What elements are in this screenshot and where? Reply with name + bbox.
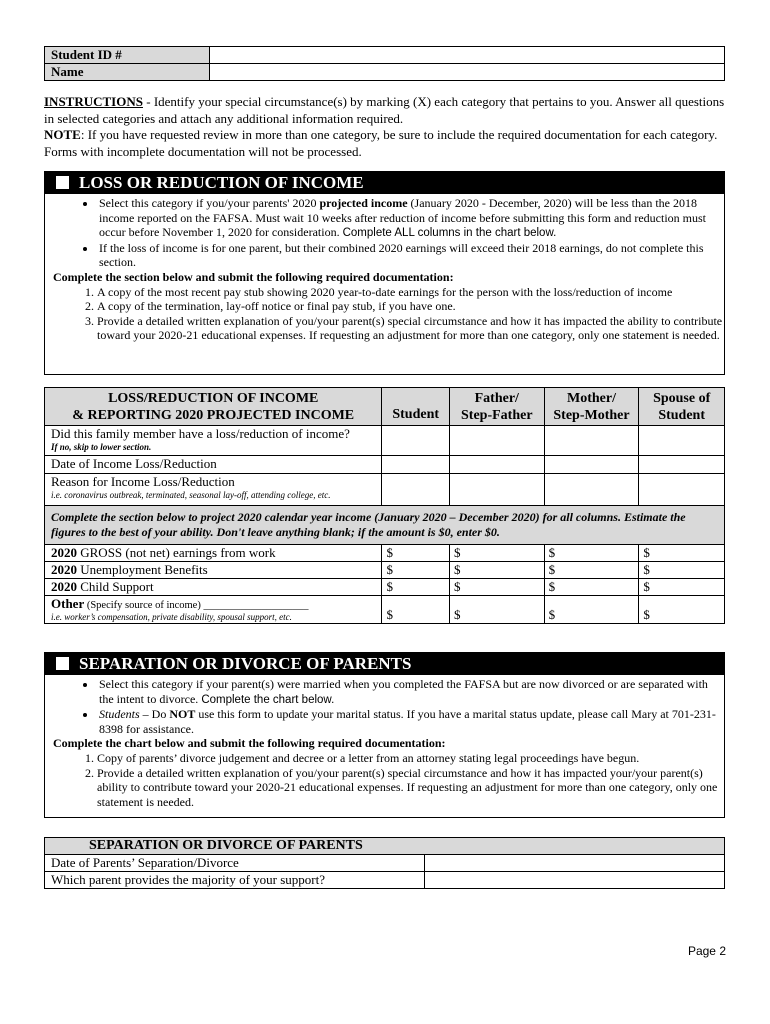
sep-bullet-2-students: Students xyxy=(99,707,140,722)
row-gross-year: 2020 xyxy=(51,545,77,560)
row-gross-text: GROSS (not net) earnings from work xyxy=(77,545,276,560)
sep-support-label: Which parent provides the majority of your support? xyxy=(45,872,425,889)
date-spouse-cell[interactable] xyxy=(639,456,725,474)
loss-req-heading: Complete the section below and submit the following required documentation: xyxy=(53,269,454,284)
sep-date-field[interactable] xyxy=(424,855,724,872)
loss-bullet-2: • If the loss of income is for one parent, but their combined 2020 earnings will exceed their 2018 earnings, do not complete this section. xyxy=(97,241,724,270)
row-reason-sub: i.e. coronavirus outbreak, terminated, seasonal lay-off, attending college, etc. xyxy=(51,490,331,500)
separation-table xyxy=(44,837,725,889)
unemp-student-cell[interactable]: $ xyxy=(382,562,449,579)
col-mother-2: Step-Mother xyxy=(553,407,630,423)
sep-bullet-2-c: use this form to update your marital status. If you have a marital status update, please call Mary at 701-231-8398 for assistance. xyxy=(99,707,716,736)
name-label: Name xyxy=(45,64,210,81)
col-spouse-1: Spouse of xyxy=(653,390,711,406)
income-table-header xyxy=(45,388,382,426)
row-reason-text: Reason for Income Loss/Reduction xyxy=(51,474,235,489)
row-gross-label xyxy=(45,545,382,562)
row-reason-label xyxy=(45,474,382,506)
unemp-mother-cell[interactable]: $ xyxy=(544,562,639,579)
row-loss-label xyxy=(45,426,382,456)
loss-section-header xyxy=(44,171,725,194)
loss-doc-1: 1. A copy of the most recent pay stub showing 2020 year-to-date earnings for the person with the loss/reduction of income xyxy=(97,285,724,300)
loss-bullet-1-a: Select this category if you/your parents' 2020 xyxy=(99,196,320,210)
row-unemp-label xyxy=(45,562,382,579)
sep-section-header xyxy=(44,652,725,675)
note-label: NOTE xyxy=(44,127,81,142)
gross-mother-cell[interactable]: $ xyxy=(544,545,639,562)
loss-bullet-1 xyxy=(97,196,724,241)
income-header-line1: LOSS/REDUCTION OF INCOME xyxy=(108,390,319,406)
student-id-label: Student ID # xyxy=(45,47,210,64)
loss-spouse-cell[interactable] xyxy=(639,426,725,456)
date-student-cell[interactable] xyxy=(382,456,449,474)
income-table xyxy=(44,387,725,624)
row-loss-text: Did this family member have a loss/reduction of income? xyxy=(51,426,350,441)
child-spouse-cell[interactable]: $ xyxy=(639,579,725,596)
col-father xyxy=(449,388,544,426)
row-child xyxy=(45,579,725,596)
income-header-line2: & REPORTING 2020 PROJECTED INCOME xyxy=(72,407,355,423)
loss-bullet-1-b: (January 2020 - December, 2020) will be less than the 2018 income reported on the FAFSA. Must wait 10 weeks after reduction of income before submitting this form and reduction must occur before November 1, 2020 for consideration. xyxy=(99,196,706,240)
unemp-father-cell[interactable]: $ xyxy=(449,562,544,579)
sep-doc-2: 2. Provide a detailed written explanation of you/your parent(s) special circumstance and how it has impacted your/your parent(s) ability to contribute toward your 2020-21 educational expenses. If requesting an adjustment for more than one category, only one statement is needed. xyxy=(97,766,724,810)
row-unemp-text: Unemployment Benefits xyxy=(77,562,208,577)
loss-bullet-1-bold: projected income xyxy=(319,196,408,210)
sep-table-header: SEPARATION OR DIVORCE OF PARENTS xyxy=(45,838,725,855)
other-spouse-cell[interactable]: $ xyxy=(639,596,725,624)
gross-father-cell[interactable]: $ xyxy=(449,545,544,562)
date-father-cell[interactable] xyxy=(449,456,544,474)
child-mother-cell[interactable]: $ xyxy=(544,579,639,596)
student-id-table xyxy=(44,46,725,81)
unemp-spouse-cell[interactable]: $ xyxy=(639,562,725,579)
reason-spouse-cell[interactable] xyxy=(639,474,725,506)
row-unemp xyxy=(45,562,725,579)
row-other-sub: i.e. worker’s compensation, private disability, spousal support, etc. xyxy=(51,612,292,622)
row-date xyxy=(45,456,725,474)
gross-spouse-cell[interactable]: $ xyxy=(639,545,725,562)
loss-category-checkbox[interactable] xyxy=(56,176,69,189)
instructions-label: INSTRUCTIONS xyxy=(44,94,143,109)
loss-bullet-1-c: Complete ALL columns in the chart below. xyxy=(342,227,557,240)
loss-section-body xyxy=(44,194,725,375)
col-father-2: Step-Father xyxy=(461,407,533,423)
sep-support-field[interactable] xyxy=(424,872,724,889)
sep-bullet-2-not: NOT xyxy=(169,707,196,722)
sep-section-body xyxy=(44,675,725,818)
sep-bullet-2 xyxy=(97,707,724,736)
loss-doc-3: 3. Provide a detailed written explanation of you/your parent(s) special circumstance and how it has impacted the ability to contribute toward your 2020-21 educational expenses. If requesting an adjustment for more than one category, only one statement is needed. xyxy=(97,314,724,343)
row-reason xyxy=(45,474,725,506)
reason-father-cell[interactable] xyxy=(449,474,544,506)
sep-doc-1: 1. Copy of parents’ divorce judgement and decree or a letter from an attorney stating legal proceedings have begun. xyxy=(97,751,724,766)
row-child-label xyxy=(45,579,382,596)
sep-date-label: Date of Parents’ Separation/Divorce xyxy=(45,855,425,872)
child-student-cell[interactable]: $ xyxy=(382,579,449,596)
sep-req-heading: Complete the chart below and submit the following required documentation: xyxy=(53,736,446,751)
loss-student-cell[interactable] xyxy=(382,426,449,456)
sep-section-title: SEPARATION OR DIVORCE OF PARENTS xyxy=(79,654,412,673)
loss-father-cell[interactable] xyxy=(449,426,544,456)
instructions xyxy=(44,94,728,160)
sep-bullet-1 xyxy=(97,677,724,707)
other-mother-cell[interactable]: $ xyxy=(544,596,639,624)
projection-note: Complete the section below to project 2020 calendar year income (January 2020 – December 2020) for all columns. Estimate the figures to the best of your ability. Don't leave anything blank; if the amount is $0, enter $0. xyxy=(45,506,725,545)
other-student-cell[interactable]: $ xyxy=(382,596,449,624)
student-id-field[interactable] xyxy=(210,47,725,64)
reason-student-cell[interactable] xyxy=(382,474,449,506)
col-father-1: Father/ xyxy=(474,390,519,406)
sep-bullet-1-b: Complete the chart below. xyxy=(201,693,335,706)
name-field[interactable] xyxy=(210,64,725,81)
row-gross xyxy=(45,545,725,562)
row-date-label: Date of Income Loss/Reduction xyxy=(45,456,382,474)
row-unemp-year: 2020 xyxy=(51,562,77,577)
gross-student-cell[interactable]: $ xyxy=(382,545,449,562)
row-loss-sub: If no, skip to lower section. xyxy=(51,442,152,452)
sep-category-checkbox[interactable] xyxy=(56,657,69,670)
reason-mother-cell[interactable] xyxy=(544,474,639,506)
page-number: Page 2 xyxy=(687,944,726,958)
row-loss xyxy=(45,426,725,456)
row-other-title: Other xyxy=(51,596,85,611)
child-father-cell[interactable]: $ xyxy=(449,579,544,596)
sep-bullet-1-a: Select this category if your parent(s) were married when you completed the FAFSA but are now divorced or are separated with the intent to divorce. xyxy=(99,677,708,706)
col-student: Student xyxy=(382,388,449,426)
row-other-spec: (Specify source of income) ____________________ xyxy=(84,600,309,611)
other-father-cell[interactable]: $ xyxy=(449,596,544,624)
row-child-year: 2020 xyxy=(51,579,77,594)
note-text: : If you have requested review in more than one category, be sure to include the required documentation for each category. Forms with incomplete documentation will not be processed. xyxy=(44,127,718,159)
row-other-label xyxy=(45,596,382,624)
loss-mother-cell[interactable] xyxy=(544,426,639,456)
loss-doc-2: 2. A copy of the termination, lay-off notice or final pay stub, if you have one. xyxy=(97,299,724,314)
col-spouse-2: Student xyxy=(658,407,705,423)
loss-section-title: LOSS OR REDUCTION OF INCOME xyxy=(79,173,364,192)
row-other xyxy=(45,596,725,624)
col-spouse xyxy=(639,388,725,426)
date-mother-cell[interactable] xyxy=(544,456,639,474)
instructions-text: - Identify your special circumstance(s) by marking (X) each category that pertains to you. Answer all questions in selected categories and attach any additional information required. xyxy=(44,94,725,126)
row-child-text: Child Support xyxy=(77,579,154,594)
col-mother xyxy=(544,388,639,426)
sep-bullet-2-b: – Do xyxy=(139,707,170,722)
col-mother-1: Mother/ xyxy=(566,390,616,406)
